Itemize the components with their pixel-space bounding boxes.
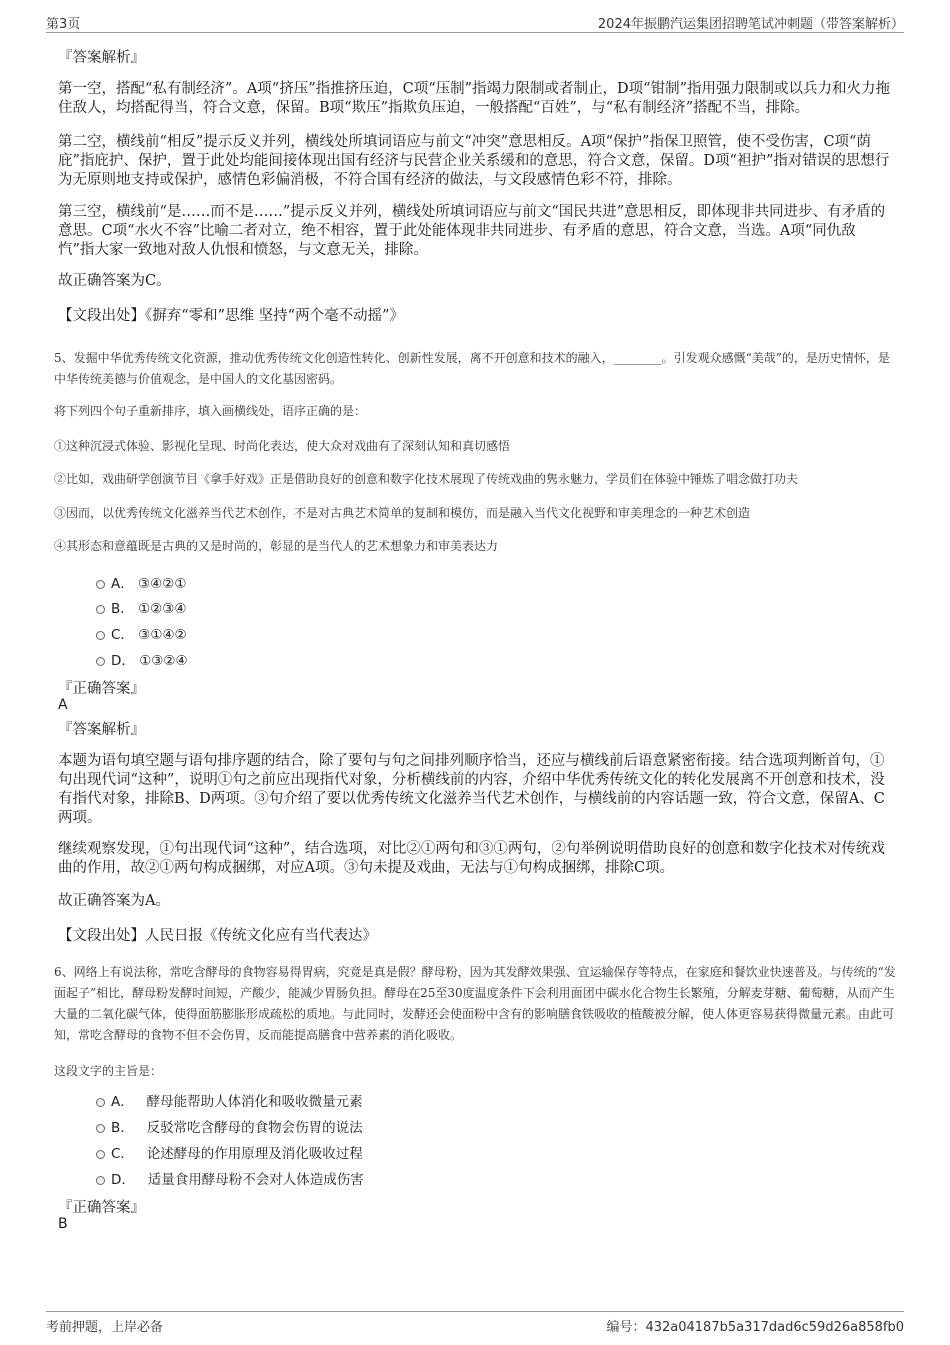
option-text: 酵母能帮助人体消化和吸收微量元素 (146, 1094, 363, 1110)
q4-source: 【文段出处】《摒弃“零和”思维 坚持“两个毫不动摇”》 (58, 308, 405, 324)
radio-icon[interactable] (96, 1150, 105, 1159)
page-header (46, 12, 904, 33)
q6-option-d[interactable] (96, 1171, 364, 1189)
q5-instruction: 将下列四个句子重新排序，填入画横线处，语序正确的是： (54, 404, 367, 418)
q5-stem: 5、发掘中华优秀传统文化资源，推动优秀传统文化创造性转化、创新性发展，离不开创意和技术的融入，________。引发观众感慨“美哉”的，是历史情怀，是中华传统美德与价值观念，是中国人的文化基因密码。 (54, 351, 890, 386)
q6-option-a[interactable] (96, 1093, 363, 1111)
document-id: 编号：432a04187b5a317dad6c59d26a858fb0 (606, 1320, 904, 1335)
option-key: D． (111, 1172, 135, 1188)
q4-analysis-p3: 第三空，横线前“是……而不是……”提示反义并列，横线处所填词语应与前文“国民共进”意思相反，即体现非共同进步、有矛盾的意思。C项“水火不容”比喻二者对立，绝不相容，置于此处能体现非共同进步、有矛盾的意思，符合文意，当选。A项“同仇敌忾”指大家一致地对敌人仇恨和愤怒，与文意无关，排除。 (58, 204, 886, 258)
q6-correct-label: 『正确答案』 (58, 1200, 145, 1216)
q5-correct-answer: A (58, 697, 68, 713)
q5-option-a[interactable] (96, 575, 186, 593)
q6-stem: 6、网络上有说法称，常吃含酵母的食物容易得胃病，究竟是真是假？酵母粉，因为其发酵效果强、宜运输保存等特点，在家庭和餐饮业快速普及。与传统的“发面起子”相比，酵母粉发酵时间短，产酸少，能减少胃肠负担。酵母在25至30度温度条件下会利用面团中碳水化合物生长繁殖，分解麦芽糖、葡萄糖，从而产生大量的二氧化碳气体，使得面筋膨胀形成疏松的质地。与此同时，发酵还会使面粉中含有的影响膳食铁吸收的植酸被分解，使人体更容易获得微量元素。由此可知，常吃含酵母的食物不但不会伤胃，反而能提高膳食中营养素的消化吸收。 (54, 965, 896, 1042)
q4-analysis-label: 『答案解析』 (58, 50, 145, 66)
q4-conclusion: 故正确答案为C。 (58, 273, 171, 289)
q5-source: 【文段出处】人民日报《传统文化应有当代表达》 (58, 928, 377, 944)
option-key: C． (111, 627, 134, 643)
q6-option-c[interactable] (96, 1145, 363, 1163)
q5-option-c[interactable] (96, 626, 187, 644)
radio-icon[interactable] (96, 605, 105, 614)
option-key: B． (111, 601, 134, 617)
option-key: C． (111, 1146, 134, 1162)
option-text: ①②③④ (138, 601, 187, 617)
q5-analysis-p1: 本题为语句填空题与语句排序题的结合，除了要句与句之间排列顺序恰当，还应与横线前后语意紧密衔接。结合选项判断首句，①句出现代词“这种”，说明①句之前应出现指代对象，分析横线前的内容，介绍中华优秀传统文化的转化发展离不开创意和技术，没有指代对象，排除B、D两项。③句介绍了要以优秀传统文化滋养当代艺术创作，与横线前的内容话题一致，符合文意，保留A、C两项。 (58, 753, 885, 826)
q5-correct-label: 『正确答案』 (58, 681, 145, 697)
q6-instruction: 这段文字的主旨是： (54, 1064, 163, 1078)
option-key: D． (111, 653, 135, 669)
radio-icon[interactable] (96, 657, 105, 666)
q4-analysis-p2: 第二空，横线前“相反”提示反义并列，横线处所填词语应与前文“冲突”意思相反。A项“保护”指保卫照管，使不受伤害，C项“荫庇”指庇护、保护，置于此处均能间接体现出国有经济与民营企业关系缓和的意思，符合文意，保留。D项“袒护”指对错误的思想行为无原则地支持或保护，感情色彩偏消极，不符合国有经济的做法，与文段感情色彩不符，排除。 (58, 134, 890, 188)
q5-sentence-4: ④其形态和意蕴既是古典的又是时尚的，彰显的是当代人的艺术想象力和审美表达力 (54, 539, 499, 553)
option-text: 论述酵母的作用原理及消化吸收过程 (146, 1146, 363, 1162)
document-title: 2024年振鹏汽运集团招聘笔试冲刺题（带答案解析） (597, 17, 904, 32)
page-number: 第3页 (46, 17, 81, 32)
q5-option-b[interactable] (96, 600, 186, 618)
footer-slogan: 考前押题，上岸必备 (46, 1320, 164, 1335)
radio-icon[interactable] (96, 580, 105, 589)
q5-option-d[interactable] (96, 652, 188, 670)
radio-icon[interactable] (96, 1098, 105, 1107)
radio-icon[interactable] (96, 1176, 105, 1185)
page-footer (46, 1311, 904, 1336)
option-key: A． (111, 1094, 134, 1110)
option-key: B． (111, 1120, 134, 1136)
option-text: ①③②④ (139, 653, 188, 669)
radio-icon[interactable] (96, 1124, 105, 1133)
option-text: ③①④② (138, 627, 187, 643)
q6-correct-answer: B (58, 1216, 68, 1232)
option-text: ③④②① (138, 576, 187, 592)
q4-analysis-p1: 第一空，搭配“私有制经济”。A项“挤压”指推挤压迫，C项“压制”指竭力限制或者制止，D项“钳制”指用强力限制或以兵力和火力拖住敌人，均搭配得当，符合文意，保留。B项“欺压”指欺负压迫，一般搭配“百姓”，与“私有制经济”搭配不当，排除。 (58, 81, 890, 116)
q5-analysis-label: 『答案解析』 (58, 722, 145, 738)
radio-icon[interactable] (96, 631, 105, 640)
q5-analysis-p2: 继续观察发现，①句出现代词“这种”，结合选项，对比②①两句和③①两句，②句举例说明借助良好的创意和数字化技术对传统戏曲的作用，故②①两句构成捆绑，对应A项。③句未提及戏曲，无法与①句构成捆绑，排除C项。 (58, 841, 885, 876)
option-key: A． (111, 576, 134, 592)
q5-sentence-2: ②比如，戏曲研学创演节目《拿手好戏》正是借助良好的创意和数字化技术展现了传统戏曲的隽永魅力，学员们在体验中锤炼了唱念做打功夫 (54, 472, 799, 486)
q5-conclusion: 故正确答案为A。 (58, 893, 170, 909)
q5-sentence-3: ③因而，以优秀传统文化滋养当代艺术创作，不是对古典艺术简单的复制和模仿，而是融入当代文化视野和审美理念的一种艺术创造 (54, 506, 751, 520)
option-text: 适量食用酵母粉不会对人体造成伤害 (147, 1172, 364, 1188)
option-text: 反驳常吃含酵母的食物会伤胃的说法 (146, 1120, 363, 1136)
q6-option-b[interactable] (96, 1119, 363, 1137)
q5-sentence-1: ①这种沉浸式体验、影视化呈现、时尚化表达，使大众对戏曲有了深刻认知和真切感悟 (54, 439, 511, 453)
